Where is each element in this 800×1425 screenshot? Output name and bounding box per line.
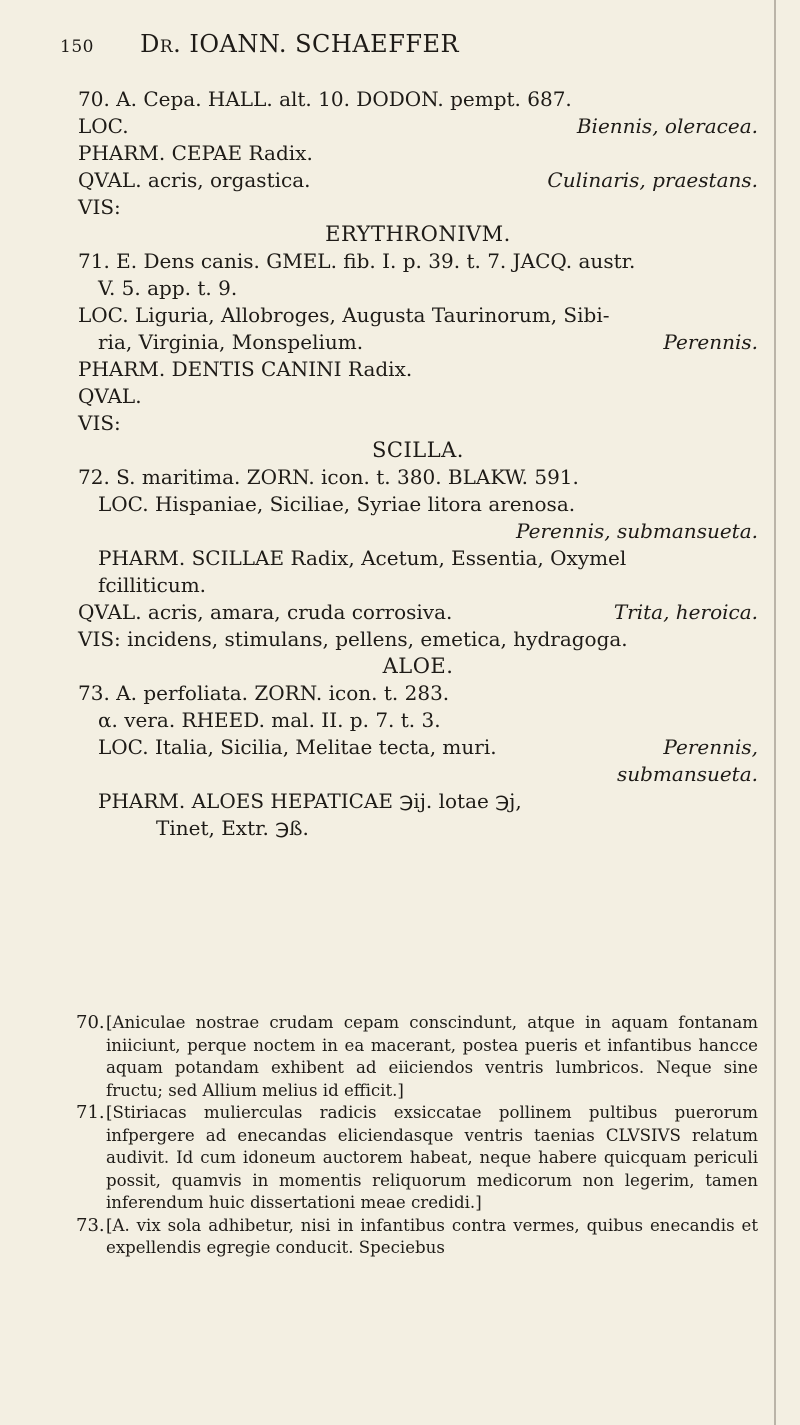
- entry-line: [78, 680, 758, 707]
- entry-text: QVAL. acris, amara, cruda corrosiva.: [78, 600, 453, 624]
- entry-text: LOC.: [78, 114, 129, 138]
- entry-qualifier: Culinaris, praestans.: [547, 168, 758, 192]
- entry-text: 71. E. Dens canis. GMEL. fib. I. p. 39. t. 7. JACQ. austr.: [78, 249, 636, 273]
- entry-line: [78, 464, 758, 491]
- entry-text: QVAL. acris, orgastica.: [78, 168, 311, 192]
- footnote-text: [Stiriacas mulierculas radicis exsiccatae pollinem pultibus puerorum infpergere ad enecandas eliciendasque ventris taenias CLVSIVS relatum audivit. Id cum idoneum auctorem habeat, neque habere quicquam periculi possit, quamvis in momentis reliquorum medicorum non legerim, tamen inferendum huic dissertationi meae credidi.]: [106, 1103, 758, 1212]
- footnote: [78, 1215, 758, 1260]
- entry-line: [78, 167, 758, 194]
- footnote-text: [Aniculae nostrae crudam cepam conscindunt, atque in aquam fontanam iniiciunt, perque noctem in ea macerant, postea pueris et infantibus hancce aquam potandam exhibent ad eiiciendos ventris lumbricos. Neque sine fructu; sed Allium melius id efficit.]: [106, 1013, 758, 1100]
- genus-heading: SCILLA.: [372, 438, 464, 462]
- entry-line: [78, 518, 758, 545]
- entry-text: PHARM. DENTIS CANINI Radix.: [78, 357, 413, 381]
- entry-line: [78, 248, 758, 275]
- entry-line: [78, 734, 758, 761]
- footnotes: [78, 1012, 758, 1260]
- entry-line: [78, 572, 758, 599]
- entry-text: α. vera. RHEED. mal. II. p. 7. t. 3.: [98, 708, 441, 732]
- page-number: 150: [60, 37, 94, 57]
- footnote-number: 71.: [76, 1102, 105, 1123]
- entry-qualifier: submansueta.: [616, 762, 758, 786]
- entry-text: VIS: incidens, stimulans, pellens, emetica, hydragoga.: [78, 627, 628, 651]
- page-edge-line: [774, 0, 776, 1425]
- entry-line: [78, 410, 758, 437]
- entry-line: [78, 383, 758, 410]
- entry-text: Tinet, Extr. ℈ß.: [156, 816, 309, 840]
- entry-text: VIS:: [78, 411, 121, 435]
- entry-line: [78, 788, 758, 815]
- entry-text: 72. S. maritima. ZORN. icon. t. 380. BLAKW. 591.: [78, 465, 579, 489]
- entry-text: VIS:: [78, 195, 121, 219]
- footnote-text: [A. vix sola adhibetur, nisi in infantibus contra vermes, quibus enecandis et expellendis egregie conducit. Speciebus: [106, 1215, 758, 1257]
- entry-qualifier: Biennis, oleracea.: [576, 114, 758, 138]
- entry-qualifier: Trita, heroica.: [613, 600, 758, 624]
- entry-line: [78, 491, 758, 518]
- entry-line: [78, 707, 758, 734]
- entry-text: PHARM. CEPAE Radix.: [78, 141, 313, 165]
- entry-text: LOC. Liguria, Allobroges, Augusta Taurinorum, Sibi-: [78, 303, 610, 327]
- entry-line: [78, 194, 758, 221]
- entry-text: LOC. Italia, Sicilia, Melitae tecta, muri.: [98, 735, 497, 759]
- entry-text: fcilliticum.: [98, 573, 207, 597]
- footnote-number: 70.: [76, 1012, 105, 1033]
- footnote-number: 73.: [76, 1214, 105, 1236]
- genus-heading: ERYTHRONIVM.: [325, 222, 511, 246]
- entry-line: [78, 86, 758, 113]
- entry-line: [78, 329, 758, 356]
- entry-text: ria, Virginia, Monspelium.: [98, 330, 364, 354]
- running-header: [60, 30, 750, 58]
- entry-text: QVAL.: [78, 384, 142, 408]
- footnote: [78, 1012, 758, 1102]
- entry-line: [78, 545, 758, 572]
- entry-text: PHARM. SCILLAE Radix, Acetum, Essentia, Oxymel: [98, 546, 627, 570]
- entry-qualifier: Perennis.: [663, 330, 758, 354]
- entry-text: V. 5. app. t. 9.: [98, 276, 238, 300]
- running-title: Dr. IOANN. SCHAEFFER: [140, 30, 460, 58]
- entry-line: [78, 275, 758, 302]
- catalog-entries: [78, 86, 758, 842]
- entry-line: [78, 140, 758, 167]
- footnote: [78, 1102, 758, 1215]
- entry-line: [78, 302, 758, 329]
- entry-line: [78, 626, 758, 653]
- entry-line: [78, 761, 758, 788]
- genus-heading: ALOE.: [382, 654, 454, 678]
- entry-line: [78, 599, 758, 626]
- entry-text: 70. A. Cepa. HALL. alt. 10. DODON. pempt. 687.: [78, 87, 572, 111]
- entry-qualifier: Perennis,: [663, 735, 758, 759]
- entry-qualifier: Perennis, submansueta.: [516, 519, 758, 543]
- entry-text: PHARM. ALOES HEPATICAE ℈ij. lotae ℈j,: [98, 789, 522, 813]
- entry-line: [78, 815, 758, 842]
- entry-text: LOC. Hispaniae, Siciliae, Syriae litora arenosa.: [98, 492, 576, 516]
- entry-line: [78, 356, 758, 383]
- entry-text: 73. A. perfoliata. ZORN. icon. t. 283.: [78, 681, 450, 705]
- entry-line: [78, 113, 758, 140]
